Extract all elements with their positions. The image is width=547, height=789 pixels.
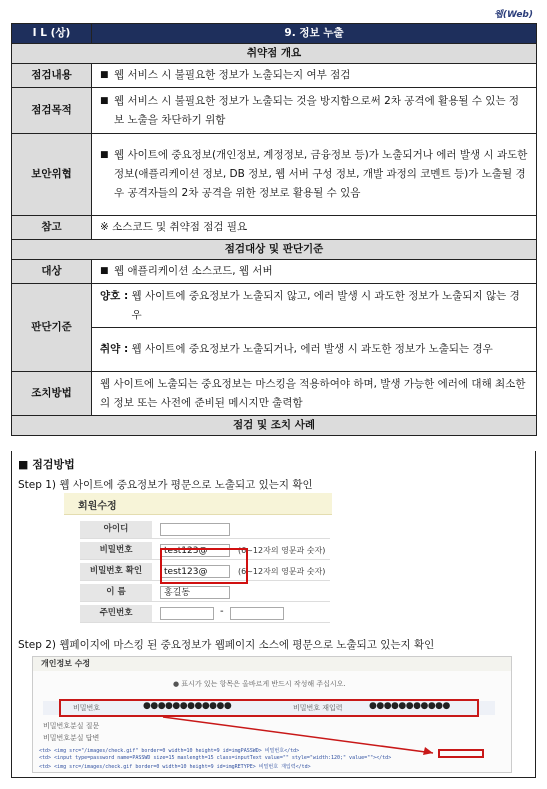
step-1-text: Step 1) 웹 사이트에 중요정보가 평문으로 노출되고 있는지 확인 bbox=[18, 479, 313, 491]
action-text: 웹 사이트에 노출되는 중요정보는 마스킹을 적용하여야 하며, 발생 가능한 에러에 대해 최소한의 정보 또는 사전에 준비된 메시지만 출력함 bbox=[92, 372, 537, 416]
pw-confirm-masked-value: ●●●●●●●●●●● bbox=[369, 701, 450, 711]
field-row-id bbox=[80, 521, 330, 539]
name-input[interactable]: 홍길동 bbox=[160, 586, 230, 599]
bullet-icon: ■ bbox=[100, 95, 109, 106]
bullet-icon: ■ bbox=[100, 150, 109, 160]
member-edit-title: 회원수정 bbox=[78, 501, 117, 512]
member-edit-titlebar bbox=[64, 493, 332, 515]
question-label: 비밀번호분실 질문 bbox=[43, 722, 100, 730]
dash-separator: - bbox=[220, 606, 224, 617]
field-label: 비밀번호 확인 bbox=[80, 563, 152, 580]
source-line: <td> <input type=password name=PASSWD size=15 maxlength=15 class=inputText value="" style="width:120;" value=""></td> bbox=[39, 755, 392, 761]
required-note: ● 표시가 있는 항목은 올바르게 반드시 작성해 주십시오. bbox=[173, 680, 346, 688]
label-action: 조치방법 bbox=[12, 372, 92, 416]
label-target: 대상 bbox=[12, 260, 92, 284]
label-threat: 보안위협 bbox=[12, 134, 92, 216]
bad-text: 웹 사이트에 중요정보가 노출되거나, 에러 발생 시 과도한 정보가 노출되는 경우 bbox=[131, 343, 493, 355]
answer-label: 비밀번호분실 답변 bbox=[43, 734, 100, 742]
good-key: 양호 : bbox=[100, 289, 129, 302]
section-overview: 취약점 개요 bbox=[12, 44, 537, 64]
good-text: 웹 사이트에 중요정보가 노출되지 않고, 에러 발생 시 과도한 정보가 노출되지 않는 경우 bbox=[131, 289, 520, 321]
member-edit-screenshot bbox=[64, 493, 332, 631]
personal-info-title: 개인정보 수정 bbox=[33, 657, 511, 671]
target-text: 웹 애플리케이션 소스코드, 웹 서버 bbox=[114, 265, 273, 277]
vulnerability-table bbox=[11, 23, 537, 436]
check-method-panel bbox=[11, 451, 536, 778]
field-label: 이 름 bbox=[80, 584, 152, 601]
field-row-name bbox=[80, 584, 330, 602]
field-row-resident-number bbox=[80, 605, 330, 623]
section-cases: 점검 및 조치 사례 bbox=[12, 416, 537, 436]
web-category-tag: 웹(Web) bbox=[494, 10, 533, 20]
resident-number-input-2[interactable] bbox=[230, 607, 284, 620]
label-judgement: 판단기준 bbox=[12, 284, 92, 372]
password-input[interactable]: test123@ bbox=[160, 544, 230, 557]
risk-level: I L (상) bbox=[12, 24, 92, 44]
field-hint: (6~12자의 영문과 숫자) bbox=[238, 546, 326, 555]
label-reference: 참고 bbox=[12, 216, 92, 240]
highlight-box bbox=[438, 749, 484, 758]
check-content-text: 웹 서비스 시 불필요한 정보가 노출되는지 여부 점검 bbox=[114, 69, 351, 81]
step-2-text: Step 2) 웹페이지에 마스킹 된 중요정보가 웹페이지 소스에 평문으로 노출되고 있는지 확인 bbox=[18, 639, 435, 651]
password-confirm-input[interactable]: test123@ bbox=[160, 565, 230, 578]
bullet-icon: ■ bbox=[100, 266, 109, 276]
source-line: <td> <img src=/images/check.gif border=0 width=10 height=9 id=imgRETYPE> 비밀번호 재입력</td> bbox=[39, 764, 311, 770]
purpose-text: 웹 서비스 시 불필요한 정보가 노출되는 것을 방지함으로써 2차 공격에 활용될 수 있는 정보 노출을 차단하기 위함 bbox=[114, 94, 520, 126]
threat-text: 웹 사이트에 중요정보(개인정보, 계정정보, 금융정보 등)가 노출되거나 에러 발생 시 과도한 정보(애플리케이션 정보, DB 정보, 웹 서버 구성 정보, 개발 과정의 코멘트 등)가 노출될 경우 공격자들의 2차 공격을 위한 정보로 활용될 수 있음 bbox=[114, 149, 528, 199]
item-title: 9. 정보 누출 bbox=[92, 24, 537, 44]
bullet-icon: ■ bbox=[100, 70, 109, 80]
reference-text: ※ 소스코드 및 취약점 점검 필요 bbox=[92, 216, 537, 240]
field-label: 비밀번호 bbox=[80, 542, 152, 559]
source-line: <td> <img src="/images/check.gif" border=0 width=10 height=9 id=imgPASSWD> 비밀번호</td> bbox=[39, 748, 300, 754]
highlight-box bbox=[160, 548, 248, 584]
id-input[interactable] bbox=[160, 523, 230, 536]
field-label: 아이디 bbox=[80, 521, 152, 538]
pw-label: 비밀번호 bbox=[73, 704, 101, 712]
label-check-content: 점검내용 bbox=[12, 64, 92, 88]
method-heading: ■ 점검방법 bbox=[18, 458, 75, 471]
personal-info-screenshot bbox=[32, 656, 512, 773]
pw-masked-value: ●●●●●●●●●●●● bbox=[143, 701, 232, 711]
bad-key: 취약 : bbox=[100, 343, 129, 355]
label-purpose: 점검목적 bbox=[12, 88, 92, 134]
pw-confirm-label: 비밀번호 재입력 bbox=[293, 704, 343, 712]
resident-number-input-1[interactable] bbox=[160, 607, 214, 620]
section-criteria: 점검대상 및 판단기준 bbox=[12, 240, 537, 260]
field-label: 주민번호 bbox=[80, 605, 152, 622]
field-hint: (6~12자의 영문과 숫자) bbox=[238, 567, 326, 576]
